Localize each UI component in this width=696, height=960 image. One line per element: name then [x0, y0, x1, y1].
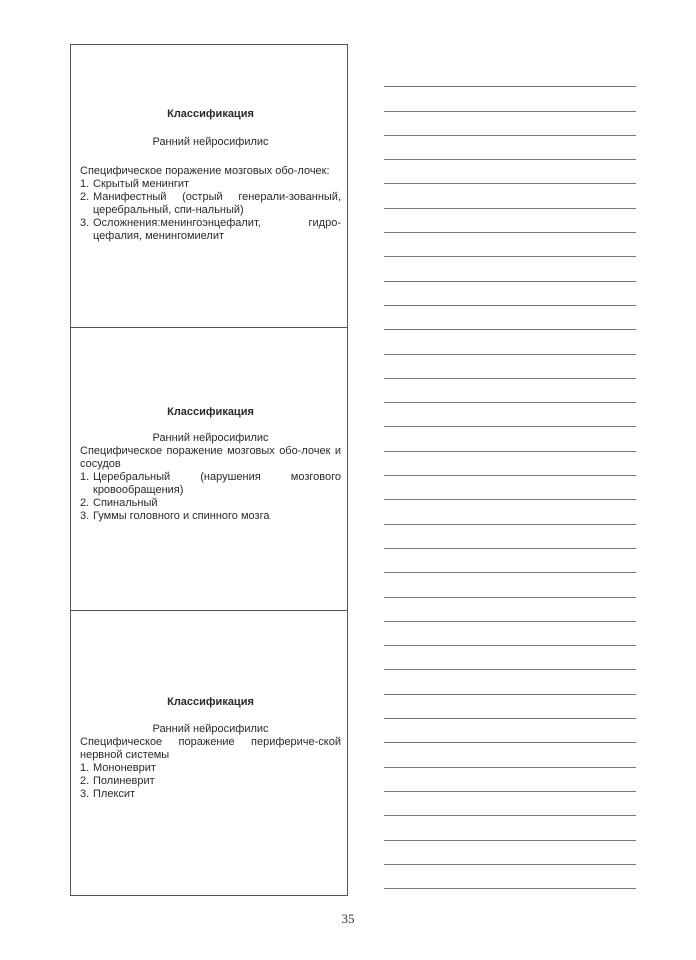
list-item [80, 775, 341, 788]
page-number: 35 [341, 911, 355, 926]
list-item [80, 788, 341, 801]
list-item-number: 2. [80, 191, 90, 203]
list-item [80, 497, 341, 510]
list-item-text: Скрытый менингит [93, 178, 190, 190]
note-line [384, 63, 636, 87]
note-line [384, 379, 636, 403]
list-item-text: Манифестный (острый генерали-зованный, церебральный, спи-нальный) [93, 191, 341, 216]
note-line [384, 184, 636, 208]
list-item-text: Церебральный (нарушения мозгового кровообращения) [93, 471, 341, 496]
slide-heading: Классификация [167, 108, 254, 120]
note-line [384, 306, 636, 330]
list-item-text: Спинальный [93, 497, 158, 509]
list-item [80, 762, 341, 775]
note-line [384, 403, 636, 427]
note-line [384, 598, 636, 622]
note-line [384, 792, 636, 816]
note-line [384, 695, 636, 719]
note-line [384, 549, 636, 573]
list-item [80, 178, 341, 191]
note-line [384, 136, 636, 160]
slide-subheading: Ранний нейросифилис [152, 136, 269, 148]
list-item-text: Мононеврит [93, 762, 156, 774]
list-item-text: Гуммы головного и спинного мозга [93, 510, 270, 522]
note-line [384, 355, 636, 379]
note-line [384, 646, 636, 670]
note-line [384, 816, 636, 840]
list-item [80, 471, 341, 497]
list-item [80, 217, 341, 243]
note-line [384, 257, 636, 281]
slide-heading: Классификация [167, 406, 254, 418]
note-line [384, 330, 636, 354]
note-line [384, 160, 636, 184]
note-line [384, 209, 636, 233]
note-line [384, 768, 636, 792]
slide-list [80, 471, 341, 523]
list-item [80, 191, 341, 217]
note-line [384, 452, 636, 476]
list-item-number: 1. [80, 471, 90, 483]
slide-list [80, 762, 341, 801]
list-item-text: Осложнения:менингоэнцефалит, гидро-цефалия, менингомиелит [93, 217, 341, 242]
note-line [384, 865, 636, 889]
slide-list [80, 178, 341, 243]
list-item-number: 2. [80, 497, 90, 509]
slide-subheading: Ранний нейросифилис [152, 723, 269, 735]
note-line [384, 476, 636, 500]
note-line [384, 87, 636, 111]
list-item-text: Плексит [93, 788, 136, 800]
slide-early-neurosyphilis-peripheral [71, 611, 347, 895]
slide-intro: Специфическое поражение мозговых обо-лочек: [80, 165, 330, 177]
slide-subheading: Ранний нейросифилис [152, 432, 269, 444]
slide-heading: Классификация [167, 696, 254, 708]
slide-early-neurosyphilis-meninges [71, 45, 347, 328]
note-line [384, 670, 636, 694]
slides-column [70, 44, 348, 896]
note-line [384, 719, 636, 743]
slide-intro: Специфическое поражение мозговых обо-лочек и сосудов [80, 445, 341, 470]
note-line [384, 500, 636, 524]
list-item-number: 2. [80, 775, 90, 787]
note-line [384, 112, 636, 136]
note-lines [384, 63, 636, 889]
note-line [384, 743, 636, 767]
list-item [80, 510, 341, 523]
note-line [384, 525, 636, 549]
note-line [384, 427, 636, 451]
list-item-number: 3. [80, 510, 90, 522]
note-line [384, 233, 636, 257]
slide-intro: Специфическое поражение перифериче-ской нервной системы [80, 736, 341, 761]
note-line [384, 282, 636, 306]
note-line [384, 573, 636, 597]
note-line [384, 841, 636, 865]
list-item-number: 1. [80, 178, 90, 190]
list-item-number: 3. [80, 788, 90, 800]
note-line [384, 622, 636, 646]
slide-early-neurosyphilis-vessels [71, 328, 347, 611]
list-item-number: 3. [80, 217, 90, 229]
list-item-number: 1. [80, 762, 90, 774]
list-item-text: Полиневрит [93, 775, 155, 787]
